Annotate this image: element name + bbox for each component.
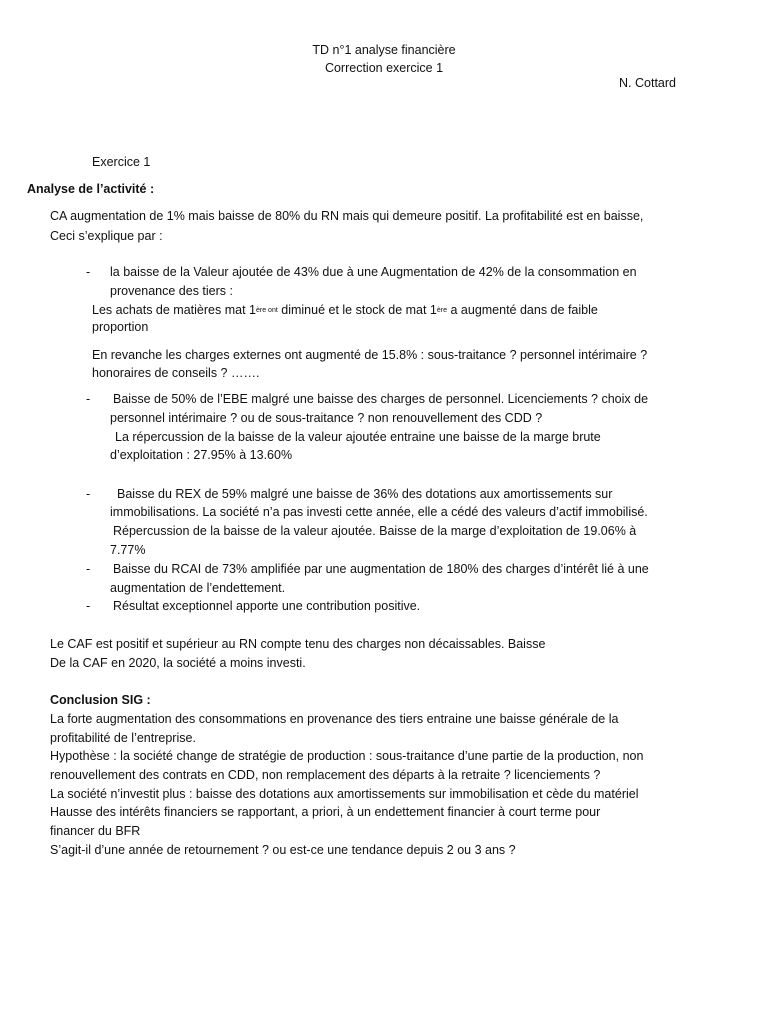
conclusion-line: La forte augmentation des consommations en provenance des tiers entraine une baisse générale de la: [50, 712, 619, 726]
rex-line-1: Baisse du REX de 59% malgré une baisse de 36% des dotations aux amortissements sur: [117, 487, 613, 501]
bullet-dash: -: [86, 392, 91, 406]
conclusion-line: renouvellement des contrats en CDD, non remplacement des départs à la retraite ? licenciements ?: [50, 768, 601, 782]
conclusion-line: financer du BFR: [50, 824, 141, 838]
conclusion-line: La société n’investit plus : baisse des dotations aux amortissements sur immobilisation et cède du matériel: [50, 787, 639, 801]
bullet-va-line-2: provenance des tiers :: [110, 284, 233, 298]
document-subtitle: Correction exercice 1: [324, 61, 444, 75]
external-charges-line-1: En revanche les charges externes ont augmenté de 15.8% : sous-traitance ? personnel intérimaire ?: [92, 348, 648, 362]
rcai-line-1: Baisse du RCAI de 73% amplifiée par une augmentation de 180% des charges d’intérêt lié à une: [113, 562, 649, 576]
ebe-line-4: d’exploitation : 27.95% à 13.60%: [110, 448, 293, 462]
caf-line-1: Le CAF est positif et supérieur au RN compte tenu des charges non décaissables. Baisse: [50, 637, 546, 651]
ebe-line-1: Baisse de 50% de l’EBE malgré une baisse des charges de personnel. Licenciements ? choix de: [113, 392, 649, 406]
rex-line-4: 7.77%: [110, 543, 146, 557]
bullet-dash: -: [86, 599, 91, 613]
bullet-dash: -: [86, 562, 91, 576]
exceptional-line-1: Résultat exceptionnel apporte une contribution positive.: [113, 599, 421, 613]
bullet-dash: -: [86, 265, 91, 279]
bullet-dash: -: [86, 487, 91, 501]
conclusion-line: Hausse des intérêts financiers se rapportant, a priori, à un endettement financier à court terme pour: [50, 805, 601, 819]
ebe-line-3: La répercussion de la baisse de la valeur ajoutée entraine une baisse de la marge brute: [115, 430, 601, 444]
rcai-line-2: augmentation de l’endettement.: [110, 581, 286, 595]
document-title: TD n°1 analyse financière: [312, 43, 456, 57]
materials-note-line-1: Les achats de matières mat $1^{ère ont}$ diminué et le stock de mat 1ère a augmenté dans de faible: [92, 303, 598, 317]
activity-heading: Analyse de l’activité :: [27, 182, 155, 196]
rex-line-2: immobilisations. La société n’a pas investi cette année, elle a cédé des valeurs d’actif immobilisé.: [110, 505, 648, 519]
conclusion-heading: Conclusion SIG :: [50, 693, 151, 707]
activity-intro-line-2: Ceci s’explique par :: [50, 229, 163, 243]
external-charges-line-2: honoraires de conseils ? …….: [92, 366, 260, 380]
bullet-va-line-1: la baisse de la Valeur ajoutée de 43% due à une Augmentation de 42% de la consommation en: [110, 265, 637, 279]
caf-line-2: De la CAF en 2020, la société a moins investi.: [50, 656, 306, 670]
ebe-line-2: personnel intérimaire ? ou de sous-traitance ? non renouvellement des CDD ?: [110, 411, 543, 425]
rex-line-3: Répercussion de la baisse de la valeur ajoutée. Baisse de la marge d’exploitation de 19.06% à: [113, 524, 637, 538]
activity-intro-line-1: CA augmentation de 1% mais baisse de 80% du RN mais qui demeure positif. La profitabilité est en baisse,: [50, 209, 644, 223]
conclusion-line: profitabilité de l’entreprise.: [50, 731, 196, 745]
materials-note-line-2: proportion: [92, 320, 149, 334]
author-name: N. Cottard: [619, 76, 676, 90]
conclusion-line: Hypothèse : la société change de stratégie de production : sous-traitance d’une partie de la production, non: [50, 749, 644, 763]
conclusion-line: S’agit-il d’une année de retournement ? ou est-ce une tendance depuis 2 ou 3 ans ?: [50, 843, 516, 857]
exercise-label: Exercice 1: [92, 155, 151, 169]
